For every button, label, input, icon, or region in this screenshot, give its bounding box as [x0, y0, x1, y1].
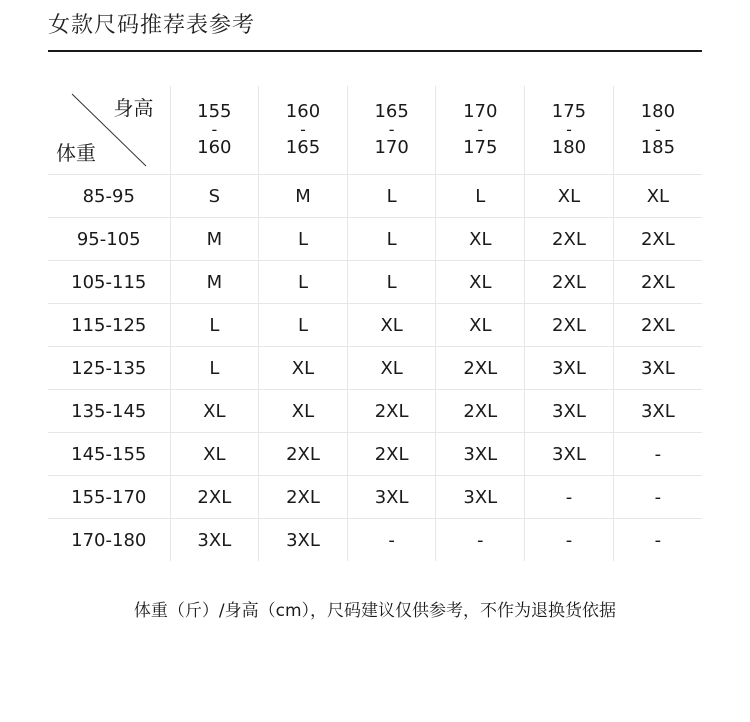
table-row	[48, 433, 702, 476]
weight-range-cell: 155-170	[48, 476, 170, 519]
height-range-from: 160	[285, 101, 321, 122]
size-cell: M	[170, 261, 259, 304]
title-divider	[48, 50, 702, 52]
size-cell: L	[436, 175, 525, 218]
height-range-from: 175	[551, 101, 587, 122]
size-cell: XL	[436, 304, 525, 347]
footnote: 体重（斤）/身高（cm），尺码建议仅供参考，不作为退换货依据	[133, 601, 617, 621]
size-cell: M	[170, 218, 259, 261]
size-cell: 3XL	[525, 347, 614, 390]
size-cell: -	[436, 519, 525, 562]
size-cell: XL	[525, 175, 614, 218]
size-cell: 3XL	[436, 476, 525, 519]
size-cell: XL	[170, 390, 259, 433]
size-cell: 2XL	[613, 218, 702, 261]
size-cell: 3XL	[613, 347, 702, 390]
height-axis-label: 身高	[113, 96, 154, 120]
weight-axis-label: 体重	[56, 141, 96, 165]
height-range-dash: -	[655, 120, 661, 139]
height-range-from: 170	[463, 101, 498, 122]
size-cell: S	[170, 175, 259, 218]
size-cell: 2XL	[347, 433, 436, 476]
height-range-header	[259, 86, 348, 175]
table-row	[48, 175, 702, 218]
size-cell: XL	[436, 218, 525, 261]
size-cell: L	[347, 261, 436, 304]
size-cell: L	[259, 304, 348, 347]
size-cell: 3XL	[347, 476, 436, 519]
size-cell: 2XL	[525, 261, 614, 304]
table-header-row	[48, 86, 702, 175]
height-range-from: 155	[197, 101, 232, 122]
size-cell: 2XL	[347, 390, 436, 433]
size-cell: L	[347, 175, 436, 218]
size-cell: -	[613, 519, 702, 562]
size-cell: XL	[170, 433, 259, 476]
weight-range-cell: 125-135	[48, 347, 170, 390]
size-cell: 2XL	[525, 304, 614, 347]
size-cell: 3XL	[259, 519, 348, 562]
height-range-to: 160	[197, 137, 232, 158]
size-chart-table	[48, 86, 702, 561]
weight-range-cell: 95-105	[48, 218, 170, 261]
size-cell: XL	[347, 304, 436, 347]
table-row	[48, 304, 702, 347]
height-range-to: 165	[285, 137, 321, 158]
size-cell: 2XL	[170, 476, 259, 519]
size-cell: 3XL	[525, 433, 614, 476]
size-cell: XL	[259, 390, 348, 433]
table-row	[48, 519, 702, 562]
height-range-header	[170, 86, 259, 175]
height-range-header	[613, 86, 702, 175]
weight-range-cell: 105-115	[48, 261, 170, 304]
size-cell: -	[613, 433, 702, 476]
size-cell: L	[347, 218, 436, 261]
size-cell: 3XL	[613, 390, 702, 433]
size-cell: -	[347, 519, 436, 562]
table-row	[48, 476, 702, 519]
height-range-to: 175	[463, 137, 498, 158]
table-row	[48, 347, 702, 390]
table-row	[48, 261, 702, 304]
size-cell: -	[525, 519, 614, 562]
weight-range-cell: 170-180	[71, 529, 147, 551]
height-range-to: 170	[374, 137, 409, 158]
height-range-header	[525, 86, 614, 175]
size-cell: 2XL	[259, 433, 348, 476]
table-row	[48, 390, 702, 433]
size-cell: XL	[613, 175, 702, 218]
size-cell: 2XL	[259, 476, 348, 519]
size-cell: M	[259, 175, 348, 218]
size-cell: -	[613, 476, 702, 519]
weight-range-cell: 145-155	[48, 433, 170, 476]
height-range-to: 180	[551, 137, 587, 158]
height-range-from: 165	[374, 101, 409, 122]
size-cell: 2XL	[613, 261, 702, 304]
height-range-dash: -	[566, 120, 572, 139]
weight-range-cell: 115-125	[48, 304, 170, 347]
height-range-header	[347, 86, 436, 175]
height-range-dash: -	[477, 120, 484, 139]
size-cell: 3XL	[170, 519, 259, 562]
height-range-to: 185	[640, 137, 676, 158]
size-cell: 2XL	[436, 347, 525, 390]
size-cell: L	[259, 218, 348, 261]
size-cell: 3XL	[436, 433, 525, 476]
table-row	[48, 218, 702, 261]
height-range-dash: -	[388, 120, 395, 139]
size-cell: 2XL	[436, 390, 525, 433]
size-cell: XL	[347, 347, 436, 390]
size-cell: 2XL	[613, 304, 702, 347]
corner-header-cell	[48, 86, 170, 175]
size-cell: L	[170, 347, 259, 390]
height-range-dash: -	[300, 120, 306, 139]
height-range-header	[436, 86, 525, 175]
page-title: 女款尺码推荐表参考	[48, 13, 256, 38]
size-cell: XL	[259, 347, 348, 390]
size-cell: L	[170, 304, 259, 347]
height-range-from: 180	[640, 101, 676, 122]
height-range-dash: -	[211, 120, 218, 139]
size-cell: XL	[436, 261, 525, 304]
weight-range-cell: 85-95	[48, 175, 170, 218]
size-cell: 3XL	[525, 390, 614, 433]
weight-range-cell: 135-145	[48, 390, 170, 433]
size-cell: -	[525, 476, 614, 519]
size-cell: 2XL	[525, 218, 614, 261]
size-cell: L	[259, 261, 348, 304]
